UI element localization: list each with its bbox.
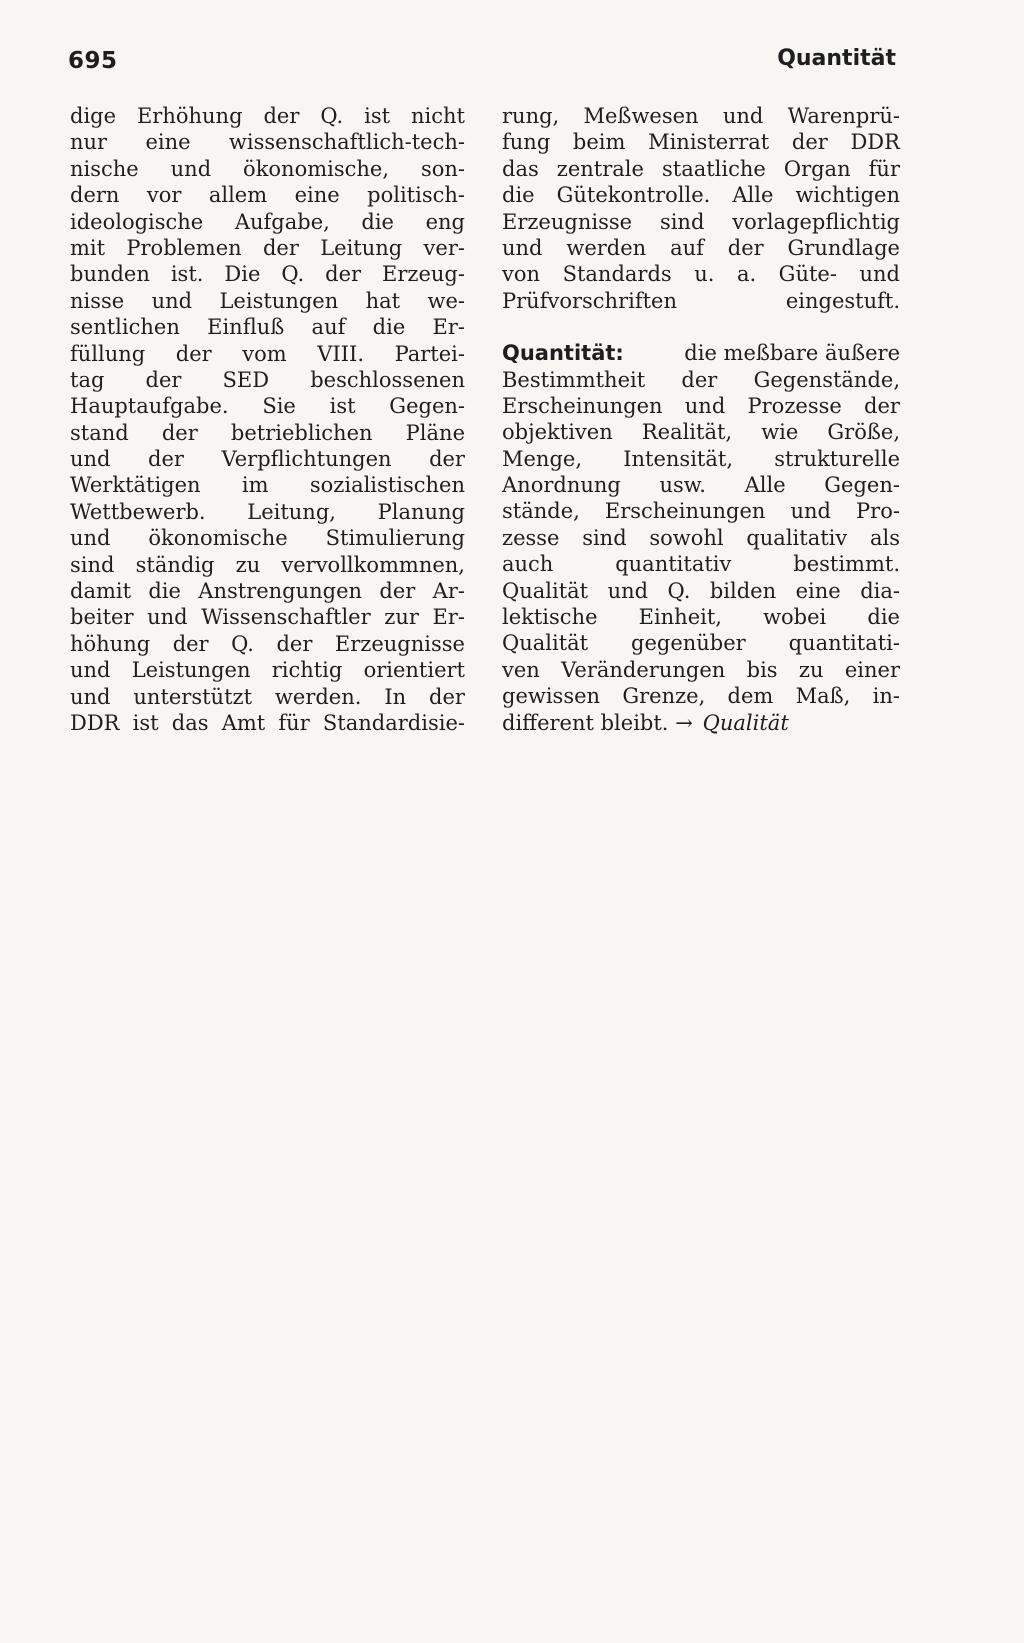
left-column-line [70, 367, 465, 393]
right-column [502, 103, 900, 736]
word: dern [70, 183, 120, 208]
word: eng [425, 209, 465, 234]
word: SED [222, 367, 270, 392]
word: und [684, 393, 726, 418]
left-column-line [70, 684, 465, 710]
word: der [864, 393, 900, 418]
cross-reference-arrow-icon: → [675, 710, 693, 735]
word: ist [132, 710, 159, 735]
word: und [502, 235, 543, 260]
word: Erzeugnisse [334, 631, 465, 656]
word: und [70, 447, 111, 472]
cross-reference-link[interactable]: Qualität [702, 710, 789, 735]
word: u. [694, 262, 715, 287]
word: Prüfvorschriften [502, 288, 677, 313]
word: zesse [502, 525, 560, 550]
word: das [171, 710, 209, 735]
left-column-line [70, 261, 465, 287]
word: Die [224, 262, 261, 287]
continued-entry-line [502, 261, 900, 287]
word: die [372, 315, 406, 340]
word: Pro- [856, 499, 900, 524]
word: und [790, 499, 831, 524]
word: auch [502, 552, 554, 577]
word: Anstrengungen [198, 579, 363, 604]
continued-entry [502, 103, 900, 314]
left-column-line [70, 604, 465, 630]
word: im [241, 473, 269, 498]
word: gewissen [502, 684, 601, 709]
word: in- [872, 684, 900, 709]
continued-entry-line [502, 288, 900, 314]
word: Einfluß [207, 315, 285, 340]
word: Leistungen [131, 658, 251, 683]
word: Grenze, [622, 684, 706, 709]
word: der [727, 235, 764, 260]
word: der [791, 130, 828, 155]
word: Gegen- [824, 473, 900, 498]
entry-body-line [502, 446, 900, 472]
word: der [681, 367, 718, 392]
word: der [429, 684, 465, 709]
word: quantitati- [788, 631, 900, 656]
paragraph-gap [502, 314, 900, 340]
word: ist. [170, 262, 204, 287]
word: nicht [411, 104, 465, 128]
word: Pläne [405, 420, 465, 445]
word: eine [795, 578, 841, 603]
word: staatliche [661, 156, 766, 181]
word: die [361, 209, 394, 234]
word: quantitativ [615, 552, 732, 577]
word: ist [329, 394, 356, 419]
word: der [262, 235, 299, 260]
word: der [325, 262, 362, 287]
word: wichtigen [795, 183, 900, 208]
word: und [151, 288, 193, 313]
word: Erscheinungen [502, 393, 663, 418]
word: we- [427, 288, 465, 313]
word: dem [727, 684, 774, 709]
word: sind [70, 552, 115, 577]
left-column-line [70, 525, 465, 551]
word: wissenschaftlich-tech- [228, 130, 465, 155]
entry-body-line [502, 393, 900, 419]
word: Gegenstände, [753, 367, 900, 392]
word: orientiert [363, 658, 465, 683]
word: beschlossenen [310, 367, 465, 392]
word: Erhöhung [136, 104, 243, 128]
word: Maß, [795, 684, 851, 709]
left-column-line [70, 578, 465, 604]
word: Qualität [502, 631, 589, 656]
dictionary-entry-quantitaet [502, 340, 900, 736]
left-column-line [70, 182, 465, 208]
word: DDR [850, 130, 900, 155]
word: der [429, 447, 465, 472]
word: In [384, 684, 407, 709]
word: Q. [281, 262, 305, 287]
word: Erscheinungen [604, 499, 766, 524]
word: Sie [262, 394, 296, 419]
entry-body-line [502, 498, 900, 524]
word: vor [146, 183, 182, 208]
left-column-line [70, 499, 465, 525]
word: Grundlage [787, 235, 900, 260]
left-column-line [70, 156, 465, 182]
word: zentrale [556, 156, 644, 181]
word: strukturelle [774, 446, 900, 471]
word: eine [145, 130, 191, 155]
word: und [859, 262, 900, 287]
word: qualitativ [746, 525, 848, 550]
word: DDR [70, 710, 120, 735]
left-column-line [70, 393, 465, 419]
word: sozialistischen [309, 473, 465, 498]
entry-body-line [502, 683, 900, 709]
word: Bestimmtheit [502, 367, 646, 392]
word: Amt [221, 710, 266, 735]
word: ist [364, 104, 391, 128]
word: Güte- [778, 262, 837, 287]
word: und [607, 578, 649, 603]
word: ven [502, 657, 540, 682]
word: beim [572, 130, 626, 155]
continued-entry-line [502, 103, 900, 129]
word: Realität, [641, 420, 733, 445]
continued-entry-line [502, 209, 900, 235]
word: als [869, 525, 900, 550]
word: Erzeugnisse [502, 209, 633, 234]
word: Q. [231, 631, 254, 656]
word: für [868, 156, 900, 181]
word: einer [844, 657, 900, 682]
entry-definition-start: die meßbare äußere [684, 341, 900, 366]
word: der [148, 447, 184, 472]
word: Er- [432, 605, 465, 630]
word: dige [70, 104, 117, 128]
word: werden [566, 235, 647, 260]
entry-headword: Quantität: [502, 341, 624, 366]
word: Wettbewerb. [70, 499, 206, 524]
word: Werktätigen [70, 473, 201, 498]
entry-body-line [502, 657, 900, 683]
word: und [170, 156, 212, 181]
entry-definition-end: different bleibt. [502, 710, 669, 735]
word: eingestuft. [785, 288, 900, 313]
word: Wissenschaftler [201, 605, 371, 630]
word: ver- [423, 235, 465, 260]
word: der [172, 631, 209, 656]
left-column [70, 103, 465, 736]
word: bis [746, 657, 778, 682]
word: sind [659, 209, 705, 234]
continued-entry-line [502, 182, 900, 208]
word: richtig [271, 658, 343, 683]
word: Standards [562, 262, 672, 287]
word: der [263, 104, 300, 128]
left-column-line [70, 103, 465, 129]
entry-body-line [502, 551, 900, 577]
word: Alle [744, 473, 786, 498]
word: und [722, 104, 764, 128]
word: zu [798, 657, 824, 682]
word: gegenüber [631, 631, 746, 656]
word: füllung [70, 341, 146, 366]
word: von [502, 262, 541, 287]
word: allem [208, 183, 268, 208]
word: fung [502, 130, 551, 155]
word: beiter [70, 605, 134, 630]
word: Qualität [502, 578, 589, 603]
word: Intensität, [623, 446, 733, 471]
word: vom [242, 341, 287, 366]
left-column-line [70, 288, 465, 314]
continued-entry-line [502, 156, 900, 182]
left-column-line [70, 420, 465, 446]
word: ständig [135, 552, 215, 577]
word: nisse [70, 288, 125, 313]
word: hat [365, 288, 401, 313]
word: Prozesse [747, 393, 842, 418]
entry-first-line [502, 340, 900, 366]
word: unterstützt [133, 684, 253, 709]
word: mit [70, 235, 106, 260]
word: Gegen- [389, 394, 465, 419]
word: Q. [320, 104, 344, 128]
word: sentlichen [70, 315, 180, 340]
word: Leitung [320, 235, 403, 260]
word: Meßwesen [583, 104, 699, 128]
word: Leitung, [247, 499, 336, 524]
left-column-line [70, 552, 465, 578]
word: bilden [709, 578, 777, 603]
word: Verpflichtungen [221, 447, 392, 472]
word: vervollkommnen, [281, 552, 465, 577]
left-column-line [70, 472, 465, 498]
word: Größe, [827, 420, 900, 445]
word: Einheit, [638, 605, 722, 630]
word: VIII. [317, 341, 364, 366]
word: ökonomische [148, 526, 288, 551]
word: eine [294, 183, 340, 208]
entry-body [502, 367, 900, 710]
left-column-line [70, 129, 465, 155]
word: bunden [70, 262, 150, 287]
left-column-line [70, 235, 465, 261]
word: für [278, 710, 310, 735]
continued-entry-line [502, 129, 900, 155]
word: ideologische [70, 209, 204, 234]
entry-body-line [502, 472, 900, 498]
page-number: 695 [68, 48, 118, 74]
word: Organ [783, 156, 851, 181]
word: politisch- [367, 183, 465, 208]
word: betrieblichen [230, 420, 373, 445]
word: son- [420, 156, 465, 181]
word: objektiven [502, 420, 613, 445]
left-column-line [70, 446, 465, 472]
entry-body-line [502, 630, 900, 656]
word: Partei- [394, 341, 465, 366]
word: Planung [377, 499, 465, 524]
word: der [276, 631, 313, 656]
word: wobei [763, 605, 827, 630]
word: stände, [502, 499, 580, 524]
word: vorlagepflichtig [732, 209, 900, 234]
word: sind [582, 525, 627, 550]
left-column-line [70, 314, 465, 340]
word: Alle [732, 183, 774, 208]
entry-body-line [502, 525, 900, 551]
entry-body-line [502, 604, 900, 630]
word: Hauptaufgabe. [70, 394, 229, 419]
word: Leistungen [219, 288, 339, 313]
word: Menge, [502, 446, 583, 471]
word: lektische [502, 605, 598, 630]
entry-body-line [502, 419, 900, 445]
entry-body-line [502, 578, 900, 604]
word: Erzeug- [382, 262, 465, 287]
word: rung, [502, 104, 560, 128]
word: und [70, 684, 111, 709]
running-head: Quantität [777, 46, 896, 71]
word: der [175, 341, 212, 366]
word: Aufgabe, [234, 209, 330, 234]
word: usw. [659, 473, 706, 498]
word: a. [736, 262, 757, 287]
word: stand [70, 420, 129, 445]
word: dia- [860, 578, 900, 603]
word: der [145, 367, 182, 392]
word: zur [384, 605, 419, 630]
word: Q. [667, 578, 691, 603]
word: auf [670, 235, 704, 260]
word: Problemen [126, 235, 242, 260]
word: Ministerrat [648, 130, 770, 155]
word: und [70, 526, 111, 551]
word: Anordnung [502, 473, 621, 498]
word: die [867, 605, 900, 630]
left-column-line [70, 341, 465, 367]
word: bestimmt. [793, 552, 900, 577]
word: auf [311, 315, 346, 340]
word: Ar- [432, 579, 465, 604]
left-column-line [70, 657, 465, 683]
entry-body-line [502, 367, 900, 393]
word: die [502, 183, 535, 208]
word: die [148, 579, 181, 604]
word: Standardisie- [322, 710, 465, 735]
word: der [161, 420, 198, 445]
word: werden. [274, 684, 362, 709]
word: sowohl [649, 525, 724, 550]
left-column-line [70, 209, 465, 235]
word: Warenprü- [787, 104, 900, 128]
entry-last-line [502, 710, 900, 736]
word: ökonomische, [243, 156, 390, 181]
word: nische [70, 156, 139, 181]
word: Gütekontrolle. [556, 183, 711, 208]
word: und [70, 658, 111, 683]
word: Stimulierung [325, 526, 465, 551]
word: und [147, 605, 188, 630]
word: der [379, 579, 416, 604]
word: tag [70, 367, 105, 392]
word: wie [761, 420, 799, 445]
left-column-line [70, 631, 465, 657]
word: damit [70, 579, 132, 604]
word: Veränderungen [561, 657, 726, 682]
continued-entry-line [502, 235, 900, 261]
word: höhung [70, 631, 151, 656]
left-column-line [70, 710, 465, 736]
word: nur [70, 130, 108, 155]
word: Er- [432, 315, 465, 340]
word: zu [235, 552, 261, 577]
word: das [502, 156, 539, 181]
